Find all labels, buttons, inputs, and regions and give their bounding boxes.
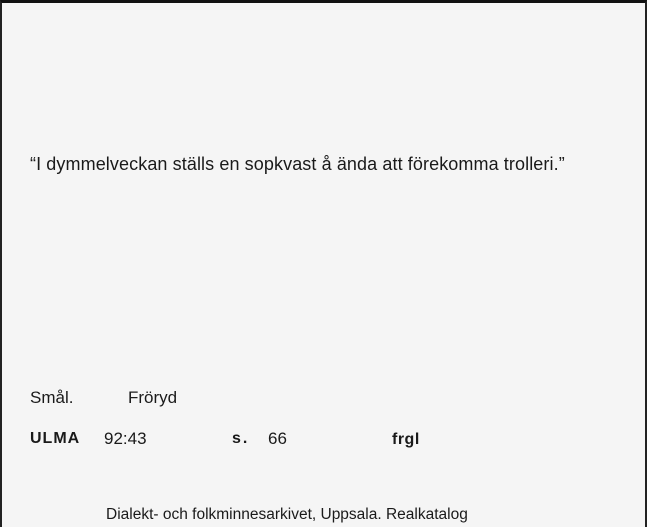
archive-code: ULMA [30,430,81,447]
accession-number: 92:43 [104,429,147,448]
page-label: s. [232,430,250,447]
page-number: 66 [268,429,287,448]
card-quote: “I dymmelveckan ställs en sopkvast å ända att förekomma trolleri.” [30,154,565,174]
landskap-label: Smål. [30,388,74,407]
card-footer: Dialekt- och folkminnesarkivet, Uppsala. Realkatalog [106,506,468,523]
socken-label: Fröryd [128,388,178,407]
signum-code: frgl [392,431,420,448]
